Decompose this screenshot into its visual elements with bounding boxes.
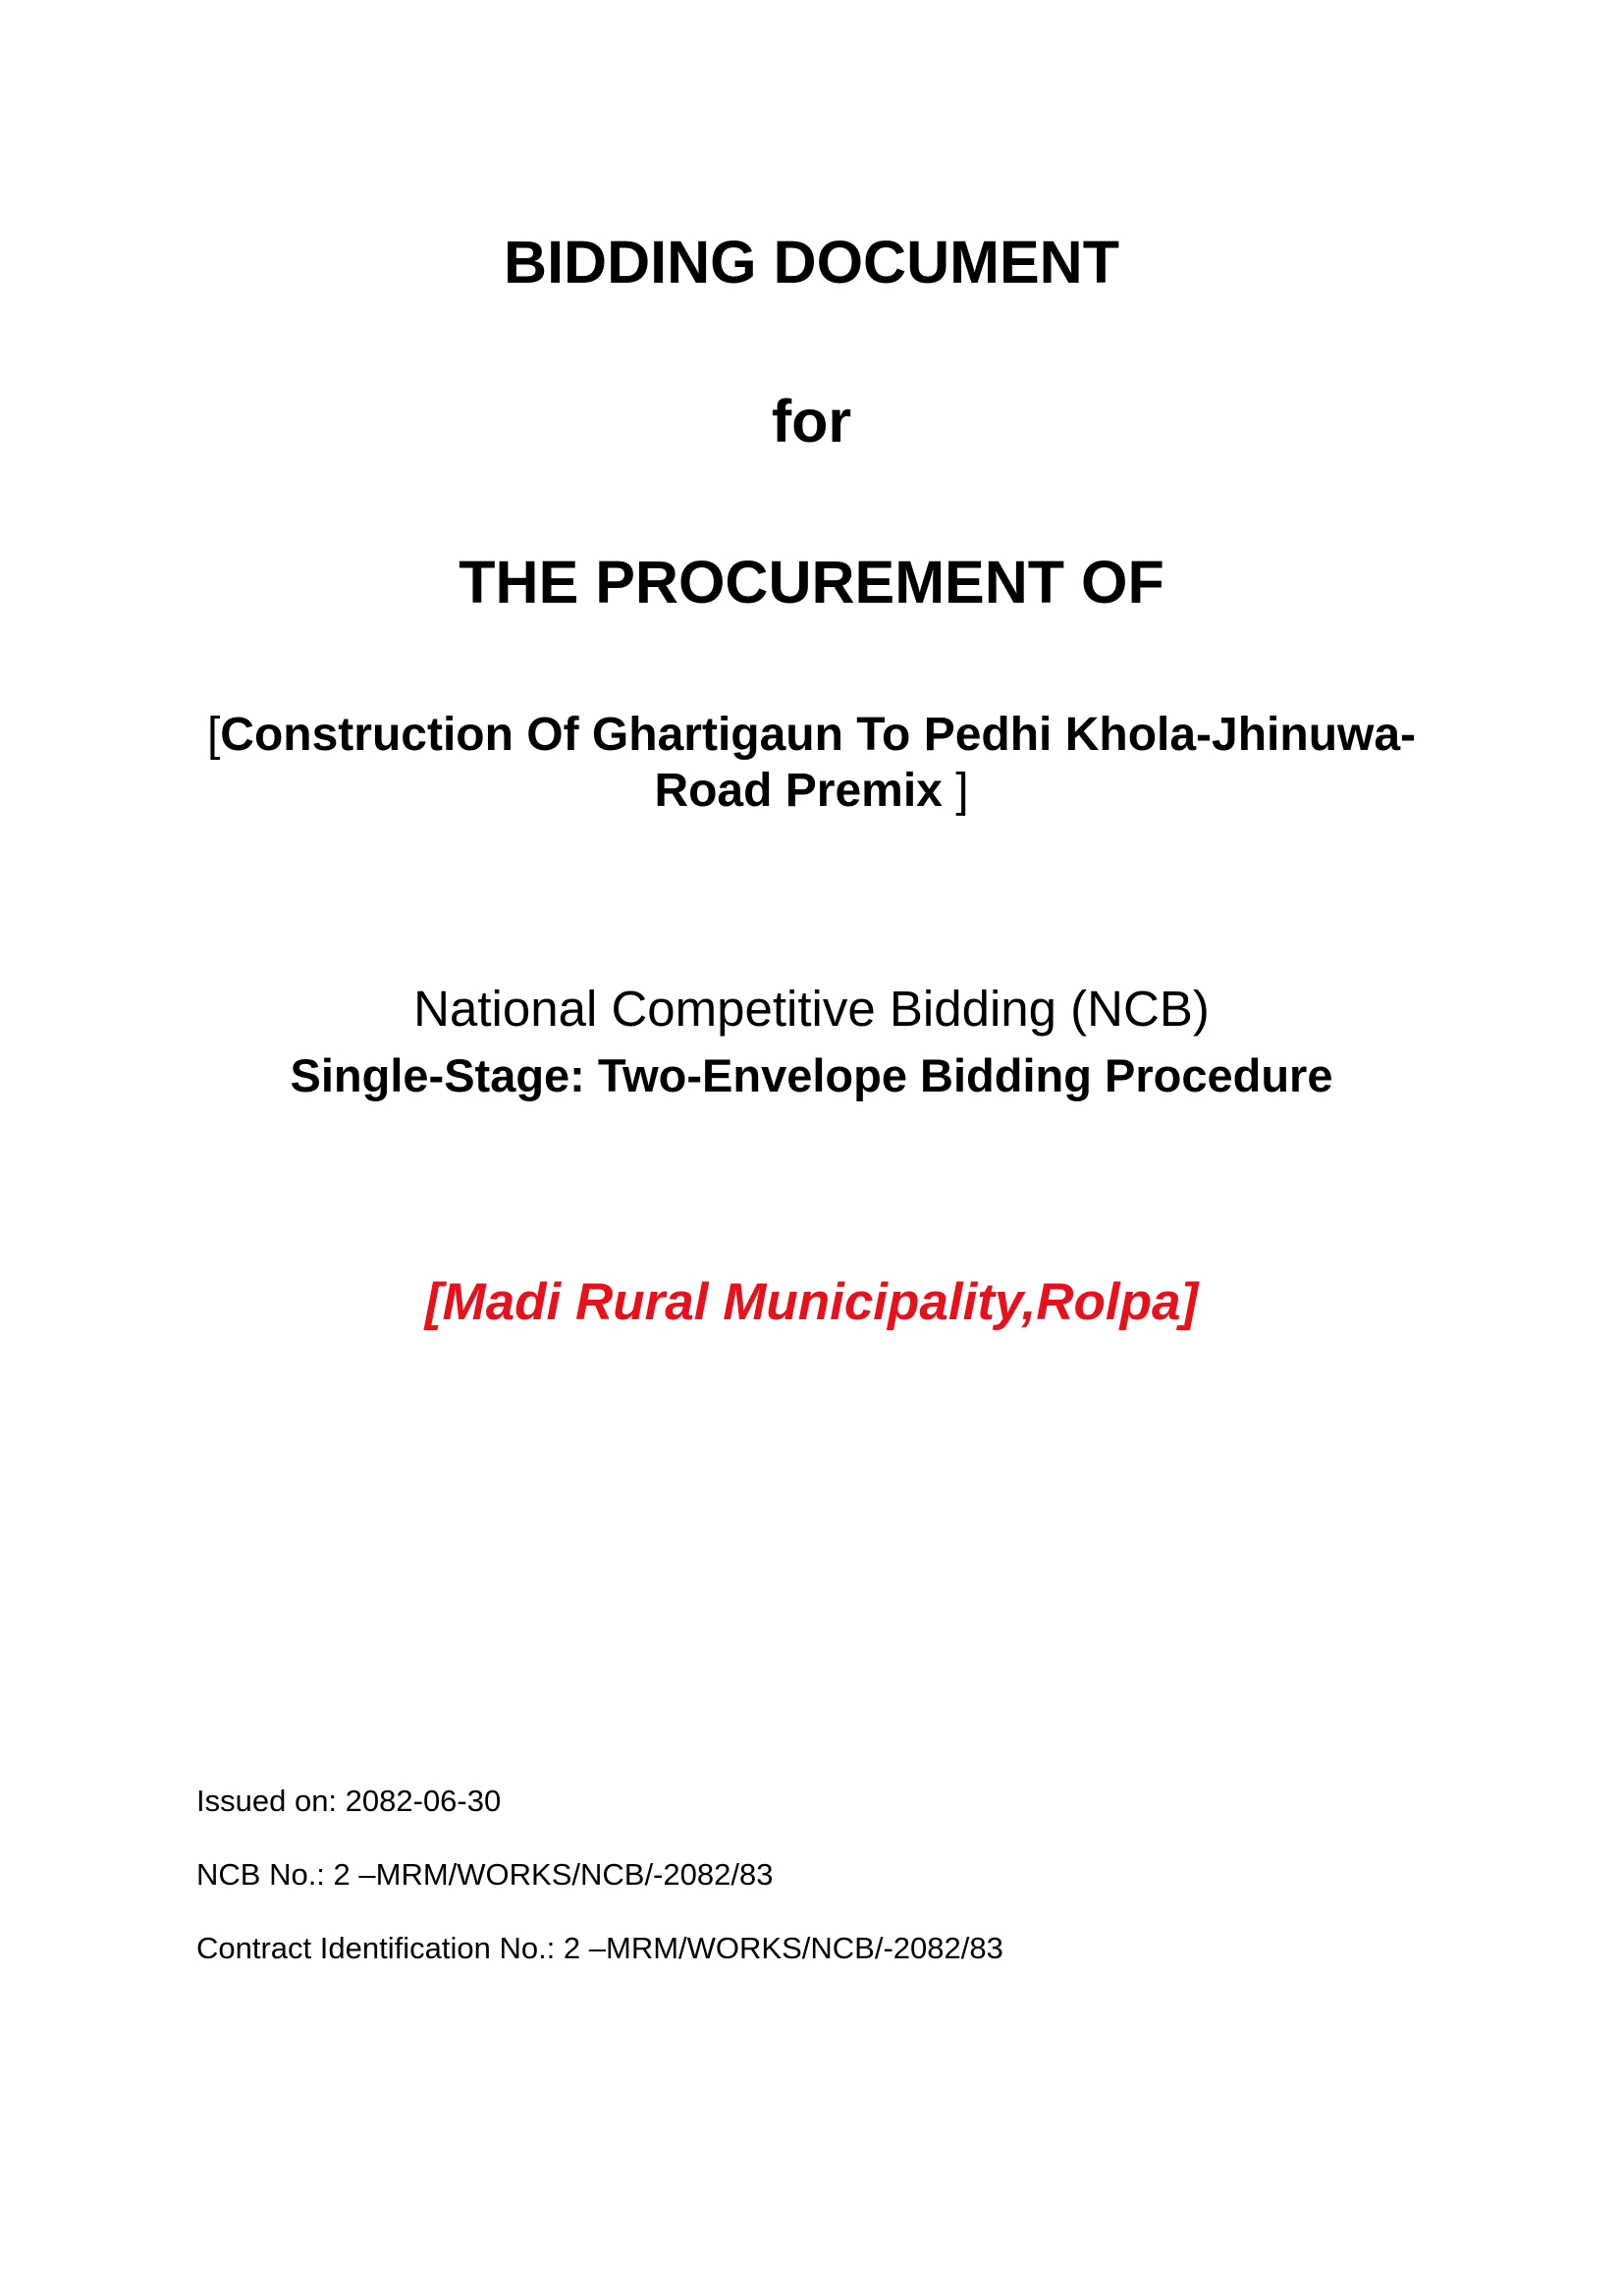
- for-label: for: [771, 388, 852, 454]
- procurement-label: THE PROCUREMENT OF: [459, 549, 1164, 615]
- project-close-bracket: ]: [955, 765, 969, 817]
- ncb-number: NCB No.: 2 –MRM/WORKS/NCB/-2082/83: [196, 1857, 774, 1892]
- project-name-block: [0, 707, 1623, 819]
- document-title: BIDDING DOCUMENT: [504, 229, 1119, 295]
- project-name-line-1: [0, 707, 1623, 763]
- project-open-bracket: [: [206, 709, 221, 761]
- bidding-type: National Competitive Bidding (NCB): [413, 981, 1210, 1037]
- bidding-procedure: Single-Stage: Two-Envelope Bidding Procedure: [290, 1049, 1333, 1101]
- issued-on: Issued on: 2082-06-30: [196, 1784, 502, 1818]
- project-name-line-2: [0, 763, 1623, 819]
- employer-name: [Madi Rural Municipality,Rolpa]: [424, 1273, 1199, 1331]
- project-name-part-1: Construction Of Ghartigaun To Pedhi Khola-Jhinuwa-: [220, 709, 1417, 761]
- contract-identification-number: Contract Identification No.: 2 –MRM/WORKS/NCB/-2082/83: [196, 1931, 1003, 1965]
- project-name-part-2: Road Premix: [654, 765, 943, 817]
